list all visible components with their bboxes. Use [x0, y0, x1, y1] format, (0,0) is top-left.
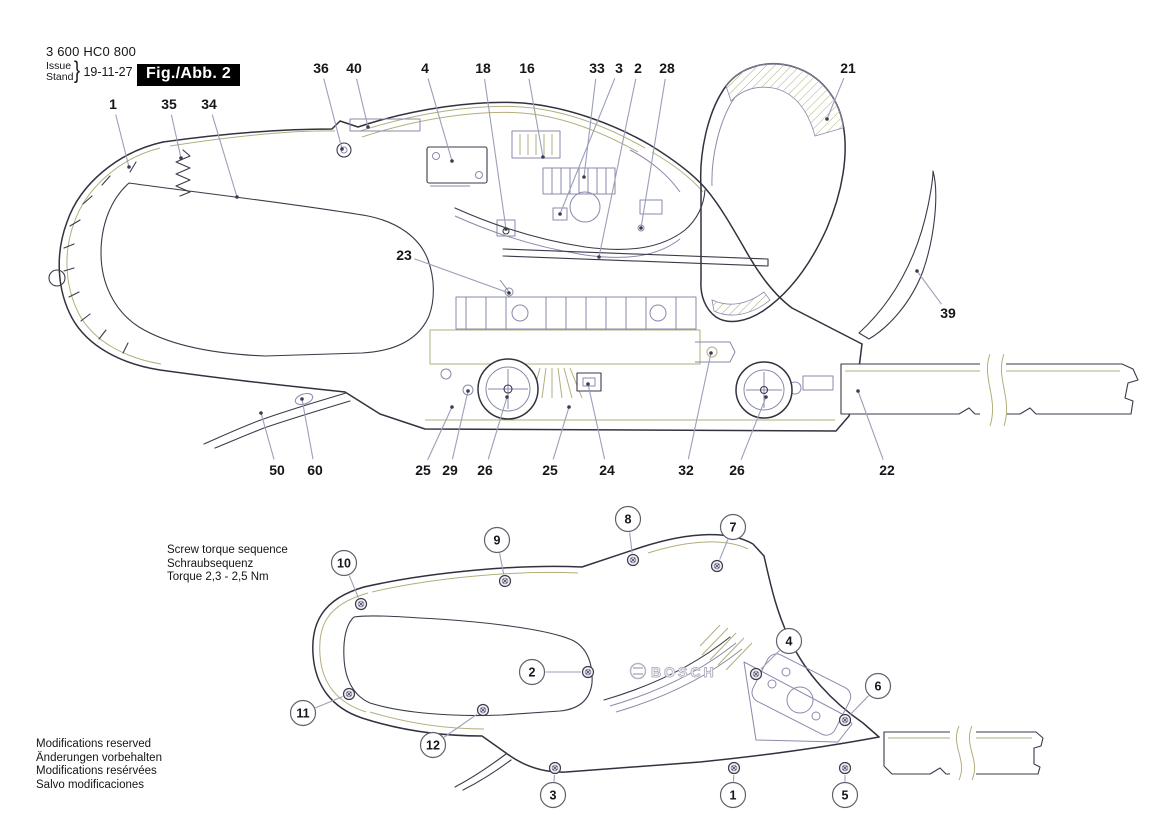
part-callout-2	[597, 60, 642, 259]
leader-dot	[709, 351, 713, 355]
leader-dot	[639, 226, 643, 230]
leader-dot	[235, 195, 239, 199]
part-number-label: 26	[729, 462, 745, 478]
part-number-label: 50	[269, 462, 285, 478]
power-cord-bottom	[455, 754, 511, 790]
trigger-linkage	[455, 190, 705, 249]
leader-line	[428, 407, 452, 460]
part-32-bracket	[695, 342, 735, 362]
part-callout-1	[109, 96, 131, 169]
part-number-label: 16	[519, 60, 535, 76]
leader-dot	[541, 155, 545, 159]
gear-wheel-rear	[736, 362, 792, 418]
part-callout-3	[558, 60, 623, 216]
part-callout-39	[915, 269, 956, 321]
leader-line	[324, 79, 342, 149]
sequence-number-label: 9	[493, 533, 501, 548]
leader-line	[414, 259, 509, 293]
leader-line	[761, 651, 780, 670]
part-callout-25	[542, 405, 571, 478]
screw-callout-5	[833, 763, 858, 808]
leader-line	[688, 353, 711, 459]
leader-dot	[764, 395, 768, 399]
leader-line	[588, 384, 605, 459]
sequence-number-label: 8	[624, 512, 632, 527]
part-number-label: 34	[201, 96, 217, 112]
issue-date: 19-11-27	[83, 65, 133, 79]
brace-glyph: }	[74, 56, 81, 84]
screw-callout-8	[616, 507, 641, 566]
screw-callout-1	[721, 763, 746, 808]
blade-bar	[841, 352, 1138, 426]
leader-line	[349, 575, 358, 597]
part-callout-23	[396, 247, 511, 295]
torque-note-line: Schraubsequenz	[167, 557, 254, 570]
part-number-label: 22	[879, 462, 895, 478]
leader-line	[444, 714, 477, 737]
front-loop-handle	[49, 142, 433, 392]
leader-dot	[340, 147, 344, 151]
leader-line	[261, 413, 274, 459]
part-callout-28	[639, 60, 675, 230]
part-number-label: 32	[678, 462, 694, 478]
screw-callout-4	[751, 629, 802, 680]
leader-line	[485, 79, 506, 229]
gear-wheel-front	[478, 359, 538, 419]
screw-callout-11	[291, 689, 355, 726]
part-number-label: 60	[307, 462, 323, 478]
leader-line	[357, 79, 368, 127]
part-number-label: 28	[659, 60, 675, 76]
part-number-label: 25	[415, 462, 431, 478]
leader-dot	[582, 175, 586, 179]
leader-line	[850, 696, 869, 715]
part-callout-18	[475, 60, 508, 231]
leader-dot	[127, 165, 131, 169]
screw-callout-12	[421, 705, 489, 758]
leader-line	[302, 399, 313, 459]
sequence-number-label: 6	[874, 679, 882, 694]
sequence-number-label: 2	[528, 665, 536, 680]
modifications-line: Modifications reserved	[36, 738, 152, 750]
leader-line	[917, 271, 941, 304]
screw-callout-3	[541, 763, 566, 808]
part-number-label: 21	[840, 60, 856, 76]
part-callout-29	[442, 389, 470, 478]
handle-rim-hatch	[64, 162, 136, 353]
rear-access-panel	[744, 651, 854, 742]
screw-callout-6	[840, 674, 891, 726]
part-number-label: 24	[599, 462, 615, 478]
modifications-line: Salvo modificaciones	[36, 778, 145, 791]
leader-dot	[558, 212, 562, 216]
modifications-line: Änderungen vorbehalten	[36, 751, 162, 764]
leader-dot	[466, 389, 470, 393]
brush-fan	[532, 368, 582, 398]
torque-note-line: Screw torque sequence	[167, 544, 288, 556]
handle-screw-boss	[49, 270, 65, 286]
bosch-logo	[631, 664, 717, 681]
grip-hatch-top	[726, 64, 843, 136]
part-number-label: 3	[615, 60, 623, 76]
sequence-number-label: 10	[337, 556, 351, 571]
armature-circle	[570, 192, 600, 222]
leader-line	[553, 407, 569, 459]
sequence-number-label: 11	[296, 706, 310, 721]
cord-grommet	[294, 391, 314, 406]
modifications-note	[36, 738, 162, 792]
bosch-anchor-icon	[631, 664, 646, 679]
leader-line	[500, 553, 504, 574]
part-callout-21	[825, 60, 856, 121]
part-callout-32	[678, 351, 713, 478]
part-number-label: 4	[421, 60, 429, 76]
stand-label: Stand	[46, 71, 74, 83]
leader-dot	[505, 395, 509, 399]
leader-dot	[179, 156, 183, 160]
part-number-label: 18	[475, 60, 491, 76]
rear-handle	[701, 64, 845, 322]
part-number-label: 1	[109, 96, 117, 112]
issue-block	[46, 56, 133, 84]
torque-note-line: Torque 2,3 - 2,5 Nm	[167, 571, 269, 583]
part-callout-60	[300, 397, 323, 478]
leader-dot	[366, 125, 370, 129]
leader-dot	[450, 159, 454, 163]
part-number-label: 26	[477, 462, 493, 478]
leader-dot	[825, 117, 829, 121]
bosch-logo-text: BOSCH	[651, 664, 717, 680]
part-number: 3 600 HC0 800	[46, 44, 137, 59]
trigger-rod	[503, 249, 768, 266]
issue-label: Issue	[46, 60, 72, 72]
part-number-label: 39	[940, 305, 956, 321]
part-number-label: 40	[346, 60, 362, 76]
sequence-number-label: 4	[785, 634, 793, 649]
leader-dot	[597, 255, 601, 259]
leader-dot	[567, 405, 571, 409]
figure1-sectional-view	[49, 64, 1138, 448]
part-number-label: 25	[542, 462, 558, 478]
leader-dot	[300, 397, 304, 401]
leader-line	[171, 115, 181, 158]
top-latch	[350, 119, 420, 131]
part-callout-34	[201, 96, 239, 199]
part-number-label: 29	[442, 462, 458, 478]
leader-dot	[259, 411, 263, 415]
leader-line	[116, 115, 129, 167]
blade-bar-bottom	[884, 724, 1043, 782]
handle-lock-knob	[337, 143, 351, 157]
part-callout-50	[259, 411, 285, 478]
leader-dot	[507, 291, 511, 295]
leader-dot	[915, 269, 919, 273]
torque-note	[167, 544, 288, 585]
part-number-label: 2	[634, 60, 642, 76]
sequence-number-label: 12	[426, 738, 440, 753]
part-callout-36	[313, 60, 344, 151]
sequence-number-label: 5	[841, 788, 849, 803]
figure2-callouts	[291, 507, 891, 808]
loop-opening	[344, 616, 592, 716]
part-number-label: 23	[396, 247, 412, 263]
part-number-label: 33	[589, 60, 605, 76]
part-callout-40	[346, 60, 370, 129]
part-number-label: 35	[161, 96, 177, 112]
leader-dot	[586, 382, 590, 386]
sequence-number-label: 3	[549, 788, 557, 803]
figure-label: Fig./Abb. 2	[137, 64, 240, 86]
modifications-line: Modifications resérvées	[36, 765, 157, 777]
housing-outline	[313, 535, 879, 772]
sequence-number-label: 1	[729, 788, 737, 803]
blade-guard	[859, 171, 936, 339]
part-callout-35	[161, 96, 183, 160]
leader-dot	[504, 227, 508, 231]
leader-line	[452, 391, 468, 459]
leader-dot	[856, 389, 860, 393]
screw-callout-9	[485, 528, 511, 587]
sequence-number-label: 7	[729, 520, 737, 535]
screw-callout-2	[520, 660, 594, 685]
leader-dot	[450, 405, 454, 409]
leader-line	[212, 115, 237, 197]
power-cord	[204, 391, 350, 448]
part-number-label: 36	[313, 60, 329, 76]
